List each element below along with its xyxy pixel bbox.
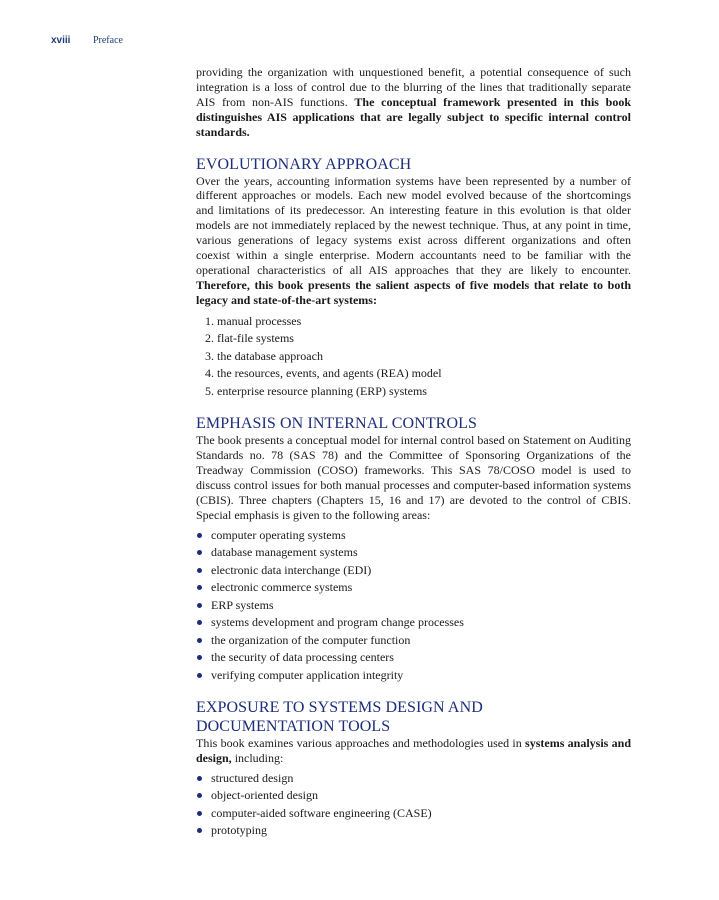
exposure-heading-line2: DOCUMENTATION TOOLS	[196, 718, 391, 736]
bullet-icon	[197, 776, 202, 781]
control-areas-list	[196, 527, 631, 685]
exposure-heading-line1: EXPOSURE TO SYSTEMS DESIGN AND	[196, 699, 483, 717]
list-item	[196, 667, 631, 685]
list-item	[196, 787, 631, 805]
evolutionary-paragraph	[196, 174, 631, 308]
list-item	[196, 579, 631, 597]
list-item	[196, 614, 631, 632]
exposure-heading	[196, 698, 631, 736]
bullet-icon	[197, 638, 202, 643]
list-item	[196, 649, 631, 667]
list-item-text: computer operating systems	[211, 527, 346, 542]
emphasis-paragraph: The book presents a conceptual model for internal control based on Statement on Auditing Standards no. 78 (SAS 78) and the Committee of Sponsoring Organizations of the Treadway Commission (COSO) frameworks. This SAS 78/COSO model is used to discuss control issues for both manual processes and computer-based information systems (CBIS). Three chapters (Chapters 15, 16 and 17) are devoted to the control of CBIS. Special emphasis is given to the following areas:	[196, 433, 631, 522]
list-item	[196, 544, 631, 562]
list-item-text: verifying computer application integrity	[211, 667, 404, 682]
page-number: xviii	[51, 35, 71, 46]
bullet-icon	[197, 655, 202, 660]
list-item	[196, 822, 631, 840]
exposure-text: This book examines various approaches and methodologies used in	[196, 736, 526, 751]
list-item	[196, 562, 631, 580]
list-item-text: systems development and program change processes	[211, 615, 464, 630]
bullet-icon	[197, 828, 202, 833]
page-content	[196, 65, 631, 840]
list-item-text: object-oriented design	[211, 788, 318, 803]
bullet-icon	[197, 673, 202, 678]
list-item: 3. the database approach	[217, 348, 631, 366]
evolutionary-heading: EVOLUTIONARY APPROACH	[196, 155, 412, 173]
list-item: 5. enterprise resource planning (ERP) systems	[217, 383, 631, 401]
bullet-icon	[197, 585, 202, 590]
models-list	[196, 313, 631, 401]
bullet-icon	[197, 793, 202, 798]
list-item	[196, 805, 631, 823]
list-item-text: the organization of the computer function	[211, 632, 411, 647]
list-item	[196, 770, 631, 788]
exposure-text-end: including:	[231, 751, 284, 766]
list-item-text: the security of data processing centers	[211, 650, 394, 665]
list-item: 1. manual processes	[217, 313, 631, 331]
bullet-icon	[197, 620, 202, 625]
exposure-bold-text: systems analysis and design,	[196, 736, 632, 766]
list-item-text: prototyping	[211, 823, 267, 838]
list-item-text: electronic commerce systems	[211, 580, 353, 595]
list-item-text: ERP systems	[211, 597, 274, 612]
design-methods-list	[196, 770, 631, 840]
list-item	[196, 632, 631, 650]
list-item-text: database management systems	[211, 545, 358, 560]
list-item: 2. flat-file systems	[217, 330, 631, 348]
intro-text: providing the organization with unquestioned benefit, a potential consequence of such integration is a loss of control due to the blurring of the lines that traditionally separate AIS from non-AIS functions.	[196, 65, 631, 109]
list-item	[196, 597, 631, 615]
list-item-text: electronic data interchange (EDI)	[211, 562, 372, 577]
list-item-text: computer-aided software engineering (CASE)	[211, 805, 432, 820]
list-item: 4. the resources, events, and agents (REA) model	[217, 365, 631, 383]
exposure-paragraph	[196, 736, 631, 766]
section-title: Preface	[92, 35, 123, 46]
intro-paragraph	[196, 65, 631, 140]
running-head	[51, 35, 123, 46]
evolutionary-text: Over the years, accounting information systems have been represented by a number of different approaches or models. Each new model evolved because of the shortcomings and limitations of its predecessor. An interesting feature in this evolution is that older models are not immediately replaced by the newest technique. Thus, at any point in time, various generations of legacy systems exist across different organizations and often coexist within a single enterprise. Modern accountants need to be familiar with the operational characteristics of all AIS approaches that they are likely to encounter.	[196, 173, 631, 277]
list-item	[196, 527, 631, 545]
bullet-icon	[197, 568, 202, 573]
bullet-icon	[197, 811, 202, 816]
intro-bold-text: The conceptual framework presented in this book distinguishes AIS applications that are legally subject to specific internal control standards.	[196, 94, 632, 139]
bullet-icon	[197, 550, 202, 555]
list-item-text: structured design	[211, 770, 294, 785]
emphasis-heading: EMPHASIS ON INTERNAL CONTROLS	[196, 415, 477, 433]
bullet-icon	[197, 603, 202, 608]
bullet-icon	[197, 533, 202, 538]
evolutionary-bold-text: Therefore, this book presents the salient aspects of five models that relate to both legacy and state-of-the-art systems:	[196, 277, 631, 307]
